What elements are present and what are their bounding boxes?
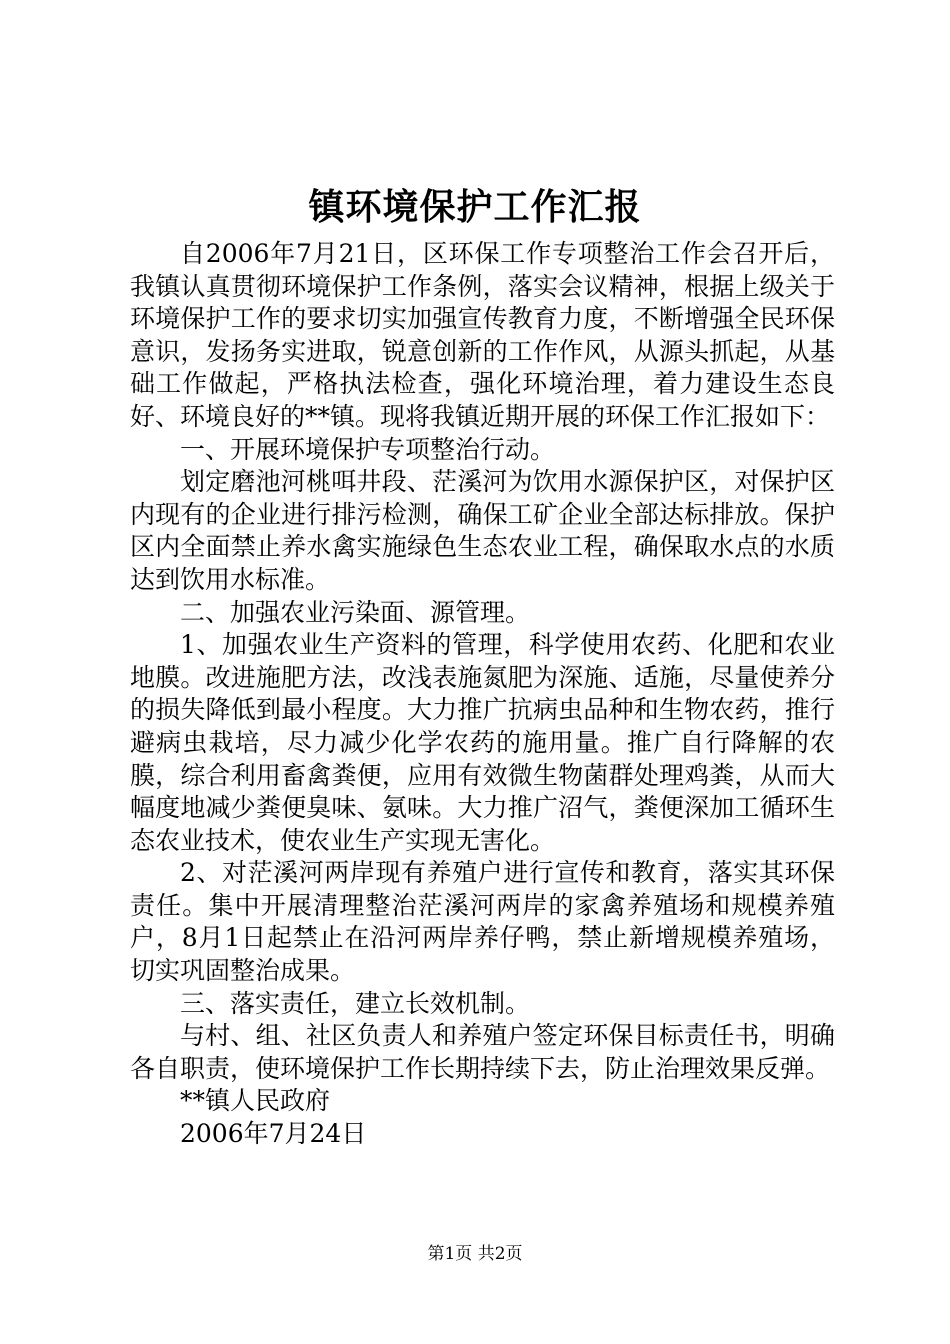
section-1-paragraph: 划定磨池河桃咡井段、茫溪河为饮用水源保护区，对保护区内现有的企业进行排污检测，确保工矿企业全部达标排放。保护区内全面禁止养水禽实施绿色生态农业工程，确保取水点的水质达到饮用水标准。 bbox=[130, 467, 835, 594]
intro-paragraph: 自2006年7月21日，区环保工作专项整治工作会召开后，我镇认真贯彻环境保护工作条例，落实会议精神，根据上级关于环境保护工作的要求切实加强宣传教育力度，不断增强全民环保意识，发扬务实进取，锐意创新的工作作风，从源头抓起，从基础工作做起，严格执法检查，强化环境治理，着力建设生态良好、环境良好的**镇。现将我镇近期开展的环保工作汇报如下： bbox=[130, 239, 835, 431]
section-heading-1: 一、开展环境保护专项整治行动。 bbox=[180, 434, 556, 464]
signature-organization: **镇人民政府 bbox=[180, 1086, 331, 1116]
section-2-item-1: 1、加强农业生产资料的管理，科学使用农药、化肥和农业地膜。改进施肥方法，改浅表施氮肥为深施、适施，尽量使养分的损失降低到最小程度。大力推广抗病虫品种和生物农药，推行避病虫栽培，尽力减少化学农药的施用量。推广自行降解的农膜，综合利用畜禽粪便，应用有效微生物菌群处理鸡粪，从而大幅度地减少粪便臭味、氨味。大力推广沼气，粪便深加工循环生态农业技术，使农业生产实现无害化。 bbox=[130, 630, 835, 855]
document-title: 镇环境保护工作汇报 bbox=[308, 186, 642, 228]
document-body bbox=[130, 238, 835, 1151]
section-heading-2: 二、加强农业污染面、源管理。 bbox=[180, 597, 531, 627]
page-footer: 第1页 共2页 bbox=[427, 1244, 523, 1264]
section-2-item-2: 2、对茫溪河两岸现有养殖户进行宣传和教育，落实其环保责任。集中开展清理整治茫溪河两岸的家禽养殖场和规模养殖户，8月1日起禁止在沿河两岸养仔鸭，禁止新增规模养殖场，切实巩固整治成果。 bbox=[130, 858, 835, 986]
signature-date: 2006年7月24日 bbox=[180, 1119, 367, 1149]
section-heading-3: 三、落实责任，建立长效机制。 bbox=[180, 988, 531, 1018]
section-3-paragraph: 与村、组、社区负责人和养殖户签定环保目标责任书，明确各自职责，使环境保护工作长期持续下去，防止治理效果反弹。 bbox=[130, 1021, 835, 1083]
